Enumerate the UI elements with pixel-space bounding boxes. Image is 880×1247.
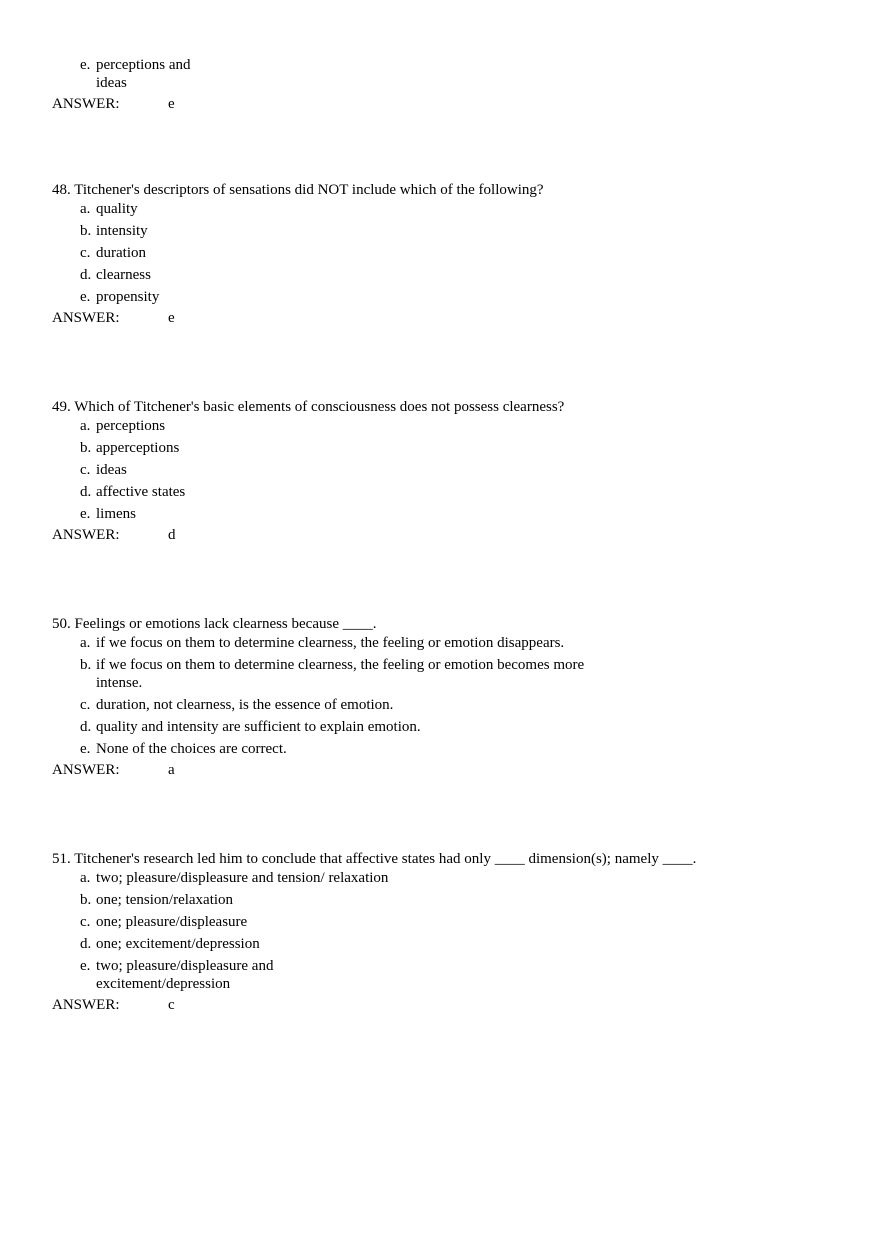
option-a [80, 200, 812, 218]
option-b [80, 656, 812, 692]
answer-value: e [168, 310, 175, 326]
option-text: limens [96, 506, 136, 522]
option-letter: b. [80, 892, 92, 908]
option-e [80, 957, 812, 993]
option-text: clearness [96, 267, 151, 283]
answer-label: ANSWER: [52, 997, 120, 1013]
option-letter: d. [80, 936, 92, 952]
question-text: 48. Titchener's descriptors of sensations did NOT include which of the following? [52, 182, 544, 198]
option-e [80, 505, 812, 523]
option-text: two; pleasure/displeasure and tension/ relaxation [96, 870, 389, 886]
answer-label: ANSWER: [52, 310, 120, 326]
question-48 [52, 181, 812, 327]
option-letter: b. [80, 223, 92, 239]
option-letter: a. [80, 418, 91, 434]
question-47-continuation [52, 56, 812, 113]
option-d [80, 483, 812, 501]
option-letter: d. [80, 484, 92, 500]
option-letter: e. [80, 958, 91, 974]
option-text: duration, not clearness, is the essence of emotion. [96, 697, 394, 713]
option-letter: c. [80, 914, 91, 930]
answer-label: ANSWER: [52, 762, 120, 778]
answer-line [52, 996, 812, 1014]
option-text: ideas [96, 462, 127, 478]
option-letter: d. [80, 267, 92, 283]
option-letter: e. [80, 57, 91, 73]
question-51 [52, 850, 812, 1014]
option-text: intensity [96, 223, 148, 239]
answer-label: ANSWER: [52, 96, 120, 112]
options-list [52, 56, 812, 92]
option-e [80, 56, 812, 92]
option-d [80, 266, 812, 284]
option-letter: a. [80, 870, 91, 886]
option-c [80, 244, 812, 262]
option-letter: e. [80, 506, 91, 522]
options-list [52, 634, 812, 758]
option-d [80, 718, 812, 736]
option-text: two; pleasure/displeasure and excitement/depression [96, 958, 274, 992]
answer-value: a [168, 762, 175, 778]
answer-value: d [168, 527, 176, 543]
option-d [80, 935, 812, 953]
option-letter: c. [80, 462, 91, 478]
answer-label: ANSWER: [52, 527, 120, 543]
option-letter: e. [80, 741, 91, 757]
option-text: one; tension/relaxation [96, 892, 234, 908]
option-a [80, 417, 812, 435]
options-list [52, 417, 812, 523]
option-text: quality [96, 201, 138, 217]
question-text: 49. Which of Titchener's basic elements of consciousness does not possess clearness? [52, 399, 565, 415]
option-text: one; pleasure/displeasure [96, 914, 248, 930]
option-letter: a. [80, 635, 91, 651]
option-letter: b. [80, 440, 92, 456]
option-c [80, 461, 812, 479]
answer-line [52, 761, 812, 779]
option-letter: c. [80, 697, 91, 713]
option-e [80, 740, 812, 758]
option-letter: e. [80, 289, 91, 305]
option-text: propensity [96, 289, 160, 305]
question-49 [52, 398, 812, 544]
answer-line [52, 309, 812, 327]
option-text: perceptions and ideas [96, 57, 191, 91]
question-50 [52, 615, 812, 779]
option-text: duration [96, 245, 146, 261]
option-b [80, 222, 812, 240]
option-text: quality and intensity are sufficient to explain emotion. [96, 719, 421, 735]
answer-value: e [168, 96, 175, 112]
option-text: affective states [96, 484, 186, 500]
option-text: if we focus on them to determine clearness, the feeling or emotion disappears. [96, 635, 565, 651]
answer-value: c [168, 997, 175, 1013]
option-c [80, 913, 812, 931]
option-letter: d. [80, 719, 92, 735]
options-list [52, 869, 812, 993]
option-text: one; excitement/depression [96, 936, 260, 952]
option-b [80, 891, 812, 909]
option-text: None of the choices are correct. [96, 741, 287, 757]
answer-line [52, 526, 812, 544]
option-b [80, 439, 812, 457]
option-a [80, 869, 812, 887]
option-letter: c. [80, 245, 91, 261]
option-letter: b. [80, 657, 92, 673]
option-text: perceptions [96, 418, 166, 434]
option-letter: a. [80, 201, 91, 217]
option-text: if we focus on them to determine clearness, the feeling or emotion becomes more intense. [96, 657, 585, 691]
option-c [80, 696, 812, 714]
options-list [52, 200, 812, 306]
question-text: 51. Titchener's research led him to conclude that affective states had only ____ dimension(s); namely ____. [52, 851, 697, 867]
option-a [80, 634, 812, 652]
option-text: apperceptions [96, 440, 180, 456]
question-text: 50. Feelings or emotions lack clearness because ____. [52, 616, 377, 632]
option-e [80, 288, 812, 306]
answer-line [52, 95, 812, 113]
